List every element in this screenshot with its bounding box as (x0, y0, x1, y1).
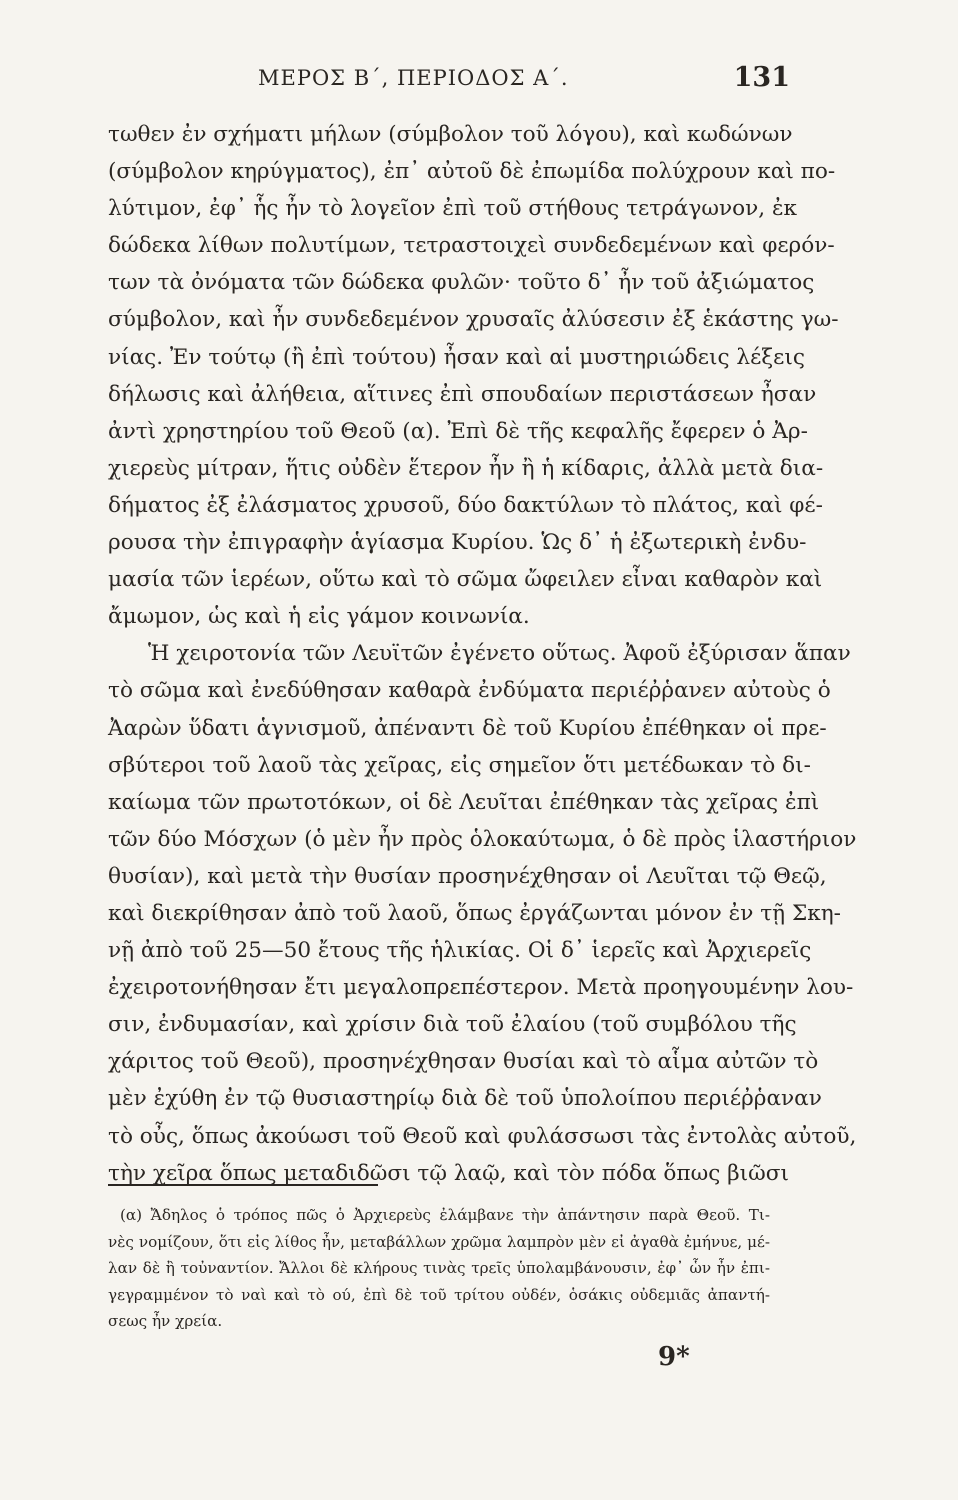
text-line: σιν, ἐνδυμασίαν, καὶ χρίσιν διὰ τοῦ ἐλαίου (τοῦ συμβόλου τῆς (108, 1012, 797, 1038)
footnote-rule (108, 1184, 378, 1186)
text-line: μασία τῶν ἱερέων, οὕτω καὶ τὸ σῶμα ὤφειλεν εἶναι καθαρὸν καὶ (108, 567, 823, 593)
text-line: (σύμβολον κηρύγματος), ἐπ᾽ αὐτοῦ δὲ ἐπωμίδα πολύχρουν καὶ πο- (108, 159, 836, 185)
text-line: σβύτεροι τοῦ λαοῦ τὰς χεῖρας, εἰς σημεῖον ὅτι μετέδωκαν τὸ δι- (108, 752, 811, 778)
text-line: χιερεὺς μίτραν, ἥτις οὐδὲν ἕτερον ἦν ἢ ἡ κίδαρις, ἀλλὰ μετὰ δια- (108, 455, 824, 481)
text-line: καίωμα τῶν πρωτοτόκων, οἱ δὲ Λευῖται ἐπέθηκαν τὰς χεῖρας ἐπὶ (108, 789, 820, 815)
footnote-line: σεως ἦν χρεία. (108, 1312, 223, 1330)
text-line: τὴν χεῖρα ὅπως μεταδιδῶσι τῷ λαῷ, καὶ τὸν πόδα ὅπως βιῶσι (108, 1160, 789, 1186)
text-line: Ἀαρὼν ὕδατι ἁγνισμοῦ, ἀπέναντι δὲ τοῦ Κυρίου ἐπέθηκαν οἱ πρε- (108, 715, 827, 741)
text-line: χάριτος τοῦ Θεοῦ), προσηνέχθησαν θυσίαι καὶ τὸ αἷμα αὐτῶν τὸ (108, 1049, 819, 1075)
text-line: δήματος ἐξ ἐλάσματος χρυσοῦ, δύο δακτύλων τὸ πλάτος, καὶ φέ- (108, 492, 823, 518)
text-line: ἐχειροτονήθησαν ἔτι μεγαλοπρεπέστερον. Μετὰ προηγουμένην λου- (108, 975, 854, 1001)
text-line: θυσίαν), καὶ μετὰ τὴν θυσίαν προσηνέχθησαν οἱ Λευῖται τῷ Θεῷ, (108, 863, 827, 889)
text-line: τωθεν ἐν σχήματι μήλων (σύμβολον τοῦ λόγου), καὶ κωδώνων (108, 122, 793, 147)
text-line: ἄμωμον, ὡς καὶ ἡ εἰς γάμον κοινωνία. (108, 604, 530, 630)
footnote-line: λαν δὲ ἢ τοὐναντίον. Ἄλλοι δὲ κλήρους τινὰς τρεῖς ὑπολαμβάνουσιν, ἐφ᾽ ὧν ἦν ἐπι- (108, 1259, 770, 1277)
text-line: δήλωσις καὶ ἀλήθεια, αἵτινες ἐπὶ σπουδαίων περιστάσεων ἦσαν (108, 381, 817, 407)
running-head: ΜΕΡΟΣ Β΄, ΠΕΡΙΟΔΟΣ Α΄. (258, 66, 569, 90)
text-line: Ἡ χειροτονία τῶν Λευϊτῶν ἐγένετο οὕτως. Ἀφοῦ ἐξύρισαν ἅπαν (148, 641, 851, 667)
text-line: δώδεκα λίθων πολυτίμων, τετραστοιχεὶ συνδεδεμένων καὶ φερόν- (108, 233, 835, 259)
page-number: 131 (733, 62, 790, 93)
footnote-line: νὲς νομίζουν, ὅτι εἰς λίθος ἦν, μεταβάλλων χρῶμα λαμπρὸν μὲν εἰ ἀγαθὰ ἐμήνυε, μέ- (108, 1232, 770, 1251)
page-header (108, 62, 798, 102)
text-line: σύμβολον, καὶ ἦν συνδεδεμένον χρυσαῖς ἀλύσεσιν ἐξ ἑκάστης γω- (108, 307, 839, 333)
footnote-line: γεγραμμένον τὸ ναὶ καὶ τὸ ού, ἐπὶ δὲ τοῦ τρίτου οὐδέν, ὁσάκις οὐδεμιᾶς ἀπαντή- (108, 1285, 770, 1304)
footnote-line: (α) Ἄδηλος ὁ τρόπος πῶς ὁ Ἀρχιερεὺς ἐλάμβανε τὴν ἀπάντησιν παρὰ Θεοῦ. Τι- (120, 1206, 770, 1224)
text-line: καὶ διεκρίθησαν ἀπὸ τοῦ λαοῦ, ὅπως ἐργάζωνται μόνον ἐν τῇ Σκη- (108, 900, 841, 926)
text-line: μὲν ἐχύθη ἐν τῷ θυσιαστηρίῳ διὰ δὲ τοῦ ὑπολοίπου περιέῤῥαναν (108, 1086, 822, 1112)
text-line: νίας. Ἐν τούτῳ (ἢ ἐπὶ τούτου) ἦσαν καὶ αἱ μυστηριώδεις λέξεις (108, 344, 805, 370)
text-line: λύτιμον, ἐφ᾽ ἧς ἦν τὸ λογεῖον ἐπὶ τοῦ στήθους τετράγωνον, ἐκ (108, 196, 798, 222)
text-line: τῶν δύο Μόσχων (ὁ μὲν ἦν πρὸς ὁλοκαύτωμα, ὁ δὲ πρὸς ἱλαστήριον (108, 826, 857, 852)
signature-mark: 9* (658, 1342, 690, 1372)
footnote (108, 1202, 770, 1335)
text-line: νῇ ἀπὸ τοῦ 25—50 ἔτους τῆς ἡλικίας. Οἱ δ᾽ ἱερεῖς καὶ Ἀρχιερεῖς (108, 938, 812, 964)
text-line: τὸ σῶμα καὶ ἐνεδύθησαν καθαρὰ ἐνδύματα περιέῤῥανεν αὐτοὺς ὁ (108, 678, 831, 704)
text-line: ρουσα τὴν ἐπιγραφὴν ἁγίασμα Κυρίου. Ὡς δ᾽ ἡ ἐξωτερικὴ ἐνδυ- (108, 530, 807, 556)
text-line: των τὰ ὀνόματα τῶν δώδεκα φυλῶν· τοῦτο δ᾽ ἦν τοῦ ἀξιώματος (108, 270, 815, 296)
text-line: ἀντὶ χρηστηρίου τοῦ Θεοῦ (α). Ἐπὶ δὲ τῆς κεφαλῆς ἔφερεν ὁ Ἀρ- (108, 418, 808, 444)
main-text (108, 116, 857, 1192)
text-line: τὸ οὖς, ὅπως ἀκούωσι τοῦ Θεοῦ καὶ φυλάσσωσι τὰς ἐντολὰς αὐτοῦ, (108, 1123, 857, 1149)
